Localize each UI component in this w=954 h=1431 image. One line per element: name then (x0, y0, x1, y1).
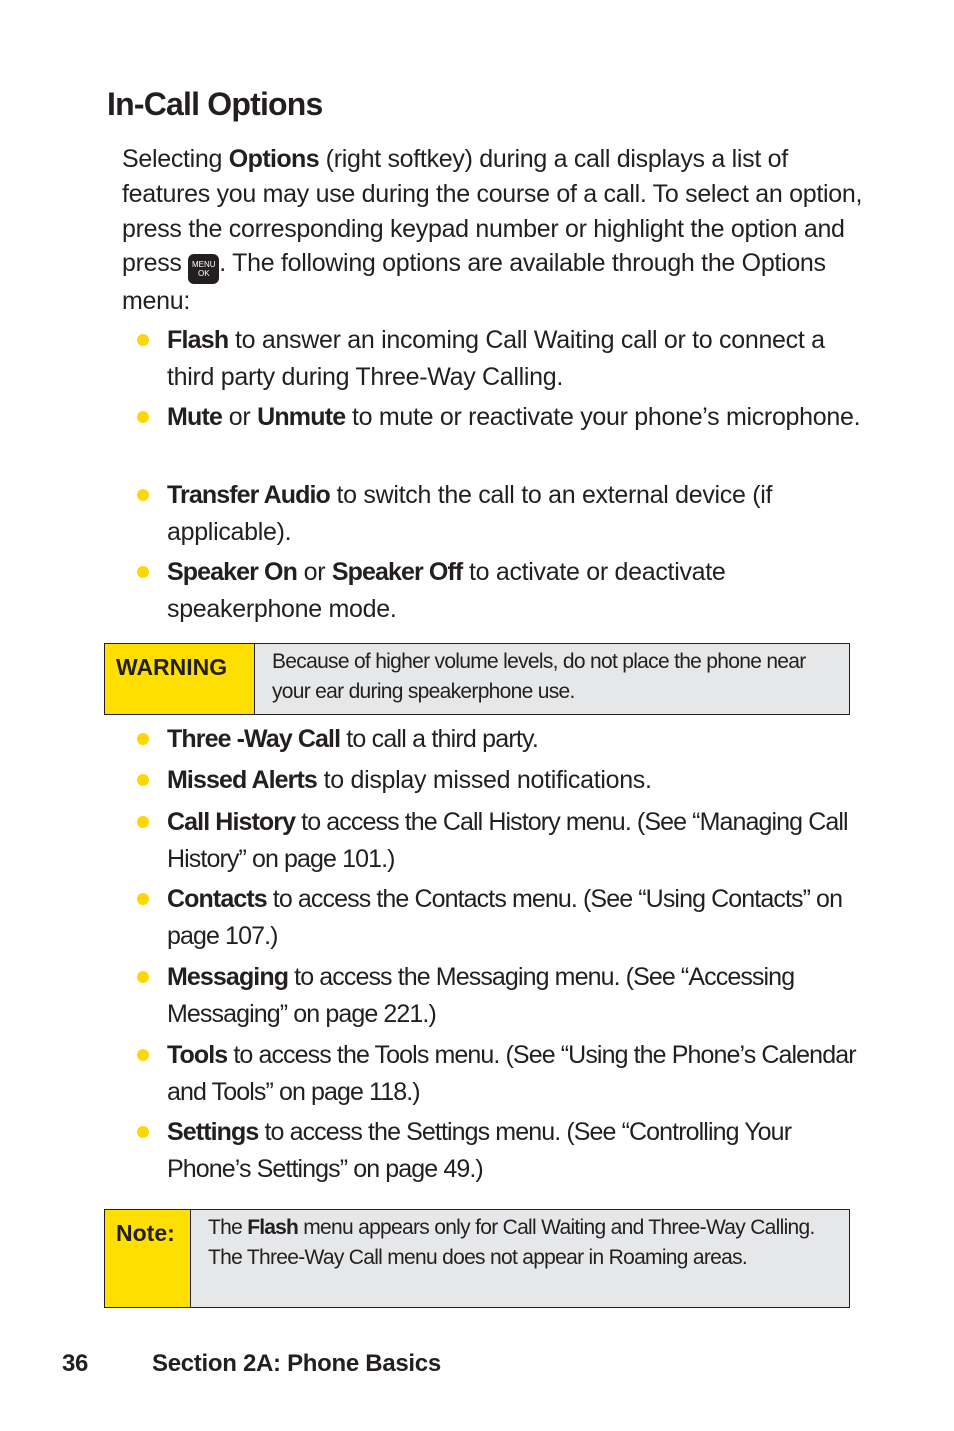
bullet-icon (137, 774, 149, 786)
bullet-icon (137, 334, 149, 346)
item-term: Tools (167, 1041, 228, 1069)
item-text: to access the Tools menu. (See “Using the Phone’s Calendar and Tools” on page 118.) (167, 1041, 856, 1106)
note-flash-term: Flash (247, 1216, 299, 1239)
note-text-1: The (208, 1216, 248, 1239)
intro-paragraph (122, 142, 867, 319)
intro-text-3: . The following options are available through the Options menu: (122, 249, 826, 316)
bullet-icon (137, 1049, 149, 1061)
list-item-mute (167, 399, 867, 436)
intro-text-2: (right softkey) during a call displays a list of features you may use during the course of a call. To select an option, press the corresponding keypad number or highlight the option and press (122, 145, 863, 278)
bullet-icon (137, 566, 149, 578)
item-text: to answer an incoming Call Waiting call or to connect a third party during Three-Way Calling. (167, 326, 825, 391)
item-term: Mute (167, 403, 223, 431)
list-item-three-way-call (167, 721, 867, 758)
bullet-icon (137, 893, 149, 905)
bullet-icon (137, 411, 149, 423)
list-item-transfer-audio (167, 477, 867, 550)
item-term: Settings (167, 1118, 259, 1146)
bullet-icon (137, 489, 149, 501)
note-label: Note: (105, 1210, 191, 1307)
item-text: to display missed notifications. (316, 766, 652, 794)
item-term: Speaker On (167, 558, 297, 586)
options-term: Options (228, 145, 320, 173)
menu-ok-key-icon (188, 254, 219, 284)
page-footer (62, 1350, 441, 1378)
item-text: or (296, 558, 332, 586)
item-term: Messaging (167, 963, 289, 991)
page-number: 36 (62, 1350, 89, 1377)
bullet-icon (137, 971, 149, 983)
bullet-icon (137, 733, 149, 745)
item-text: or (222, 403, 258, 431)
item-text: to call a third party. (340, 725, 539, 753)
page-title: In-Call Options (107, 86, 323, 122)
item-term-2: Speaker Off (331, 558, 463, 586)
item-term: Missed Alerts (167, 766, 317, 794)
ok-key-label: OK (198, 269, 210, 279)
bullet-icon (137, 816, 149, 828)
note-text (191, 1210, 849, 1307)
list-item-missed-alerts (167, 762, 867, 799)
warning-box (104, 643, 850, 715)
list-item-tools (167, 1037, 867, 1110)
item-term: Three -Way Call (167, 725, 341, 753)
warning-label: WARNING (105, 644, 255, 714)
list-item-contacts (167, 881, 867, 954)
list-item-messaging (167, 959, 867, 1032)
list-item-speaker (167, 554, 867, 627)
note-box (104, 1209, 850, 1308)
item-term: Call History (167, 808, 296, 836)
section-title: Section 2A: Phone Basics (152, 1350, 441, 1377)
item-term-2: Unmute (257, 403, 346, 431)
item-text: to access the Contacts menu. (See “Using Contacts” on page 107.) (167, 885, 843, 950)
item-text-2: to mute or reactivate your phone’s microphone. (345, 403, 861, 431)
bullet-icon (137, 1126, 149, 1138)
item-text: to access the Call History menu. (See “Managing Call History” on page 101.) (167, 808, 848, 873)
item-term: Transfer Audio (167, 481, 330, 509)
note-text-2: menu appears only for Call Waiting and Three-Way Calling. The Three-Way Call menu does not appear in Roaming areas. (208, 1216, 815, 1269)
item-text: to access the Messaging menu. (See “Accessing Messaging” on page 221.) (167, 963, 795, 1028)
item-term: Contacts (167, 885, 267, 913)
item-text-2: to activate or deactivate speakerphone mode. (167, 558, 726, 623)
list-item-settings (167, 1114, 867, 1187)
item-text: to switch the call to an external device (if applicable). (167, 481, 773, 546)
item-text: to access the Settings menu. (See “Controlling Your Phone’s Settings” on page 49.) (167, 1118, 792, 1183)
item-term: Flash (167, 326, 229, 354)
intro-text-1: Selecting (122, 145, 229, 173)
menu-key-label: MENU (192, 260, 216, 270)
warning-text: Because of higher volume levels, do not place the phone near your ear during speakerphone use. (272, 650, 806, 703)
list-item-flash (167, 322, 867, 395)
list-item-call-history (167, 804, 867, 877)
